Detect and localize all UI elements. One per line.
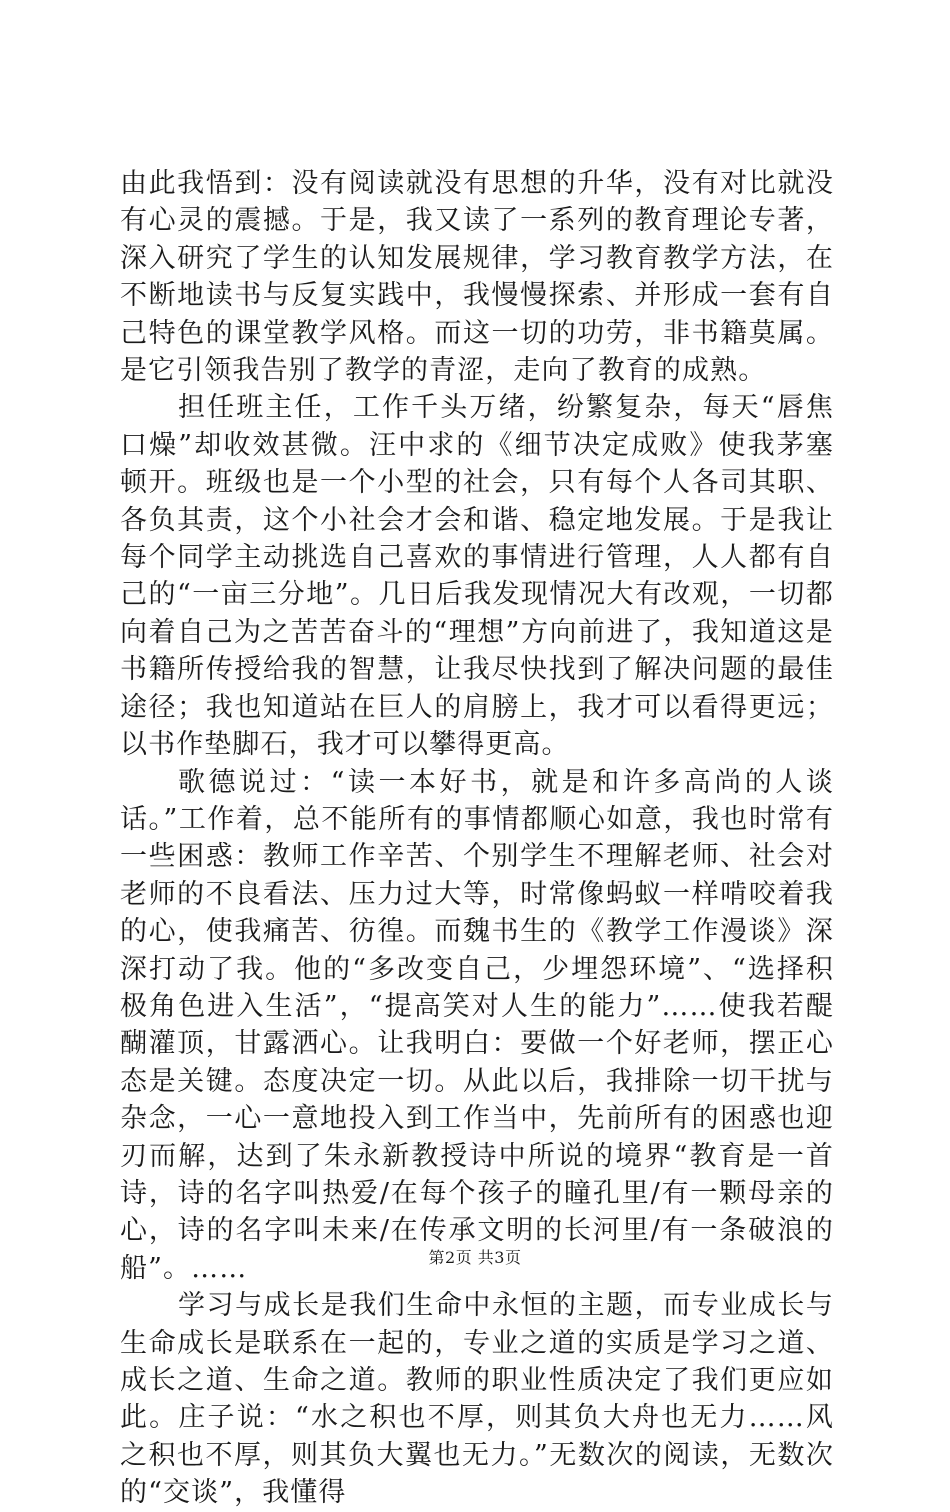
paragraph-2: 担任班主任，工作千头万绪，纷繁复杂，每天“唇焦口燥”却收效甚微。汪中求的《细节决定成败》使我茅塞顿开。班级也是一个小型的社会，只有每个人各司其职、各负其责，这个小社会才会和谐、稳定地发展。于是我让每个同学主动挑选自己喜欢的事情进行管理，人人都有自己的“一亩三分地”。几日后我发现情况大有改观，一切都向着自己为之苦苦奋斗的“理想”方向前进了，我知道这是书籍所传授给我的智慧，让我尽快找到了解决问题的最佳途径；我也知道站在巨人的肩膀上，我才可以看得更远；以书作垫脚石，我才可以攀得更高。	[120, 392, 834, 761]
paragraph-1: 由此我悟到：没有阅读就没有思想的升华，没有对比就没有心灵的震撼。于是，我又读了一系列的教育理论专著，深入研究了学生的认知发展规律，学习教育教学方法，在不断地读书与反复实践中，我慢慢探索、并形成一套有自己特色的课堂教学风格。而这一切的功劳，非书籍莫属。是它引领我告别了教学的青涩，走向了教育的成熟。	[120, 168, 834, 387]
page-number-footer: 第2页 共3页	[428, 1248, 522, 1267]
document-body	[120, 165, 834, 1512]
paragraph-4: 学习与成长是我们生命中永恒的主题，而专业成长与生命成长是联系在一起的，专业之道的实质是学习之道、成长之道、生命之道。教师的职业性质决定了我们更应如此。庄子说：“水之积也不厚，则其负大舟也无力……风之积也不厚，则其负大翼也无力。”无数次的阅读，无数次的“交谈”，我懂得	[120, 1290, 834, 1509]
paragraph-3: 歌德说过：“读一本好书，就是和许多高尚的人谈话。”工作着，总不能所有的事情都顺心如意，我也时常有一些困惑：教师工作辛苦、个别学生不理解老师、社会对老师的不良看法、压力过大等，时常像蚂蚁一样啃咬着我的心，使我痛苦、彷徨。而魏书生的《教学工作漫谈》深深打动了我。他的“多改变自己，少埋怨环境”、“选择积极角色进入生活”，“提高笑对人生的能力”……使我若醍醐灌顶，甘露洒心。让我明白：要做一个好老师，摆正心态是关键。态度决定一切。从此以后，我排除一切干扰与杂念，一心一意地投入到工作当中，先前所有的困惑也迎刃而解，达到了朱永新教授诗中所说的境界“教育是一首诗，诗的名字叫热爱/在每个孩子的瞳孔里/有一颗母亲的心，诗的名字叫未来/在传承文明的长河里/有一条破浪的船”。……	[120, 766, 834, 1284]
